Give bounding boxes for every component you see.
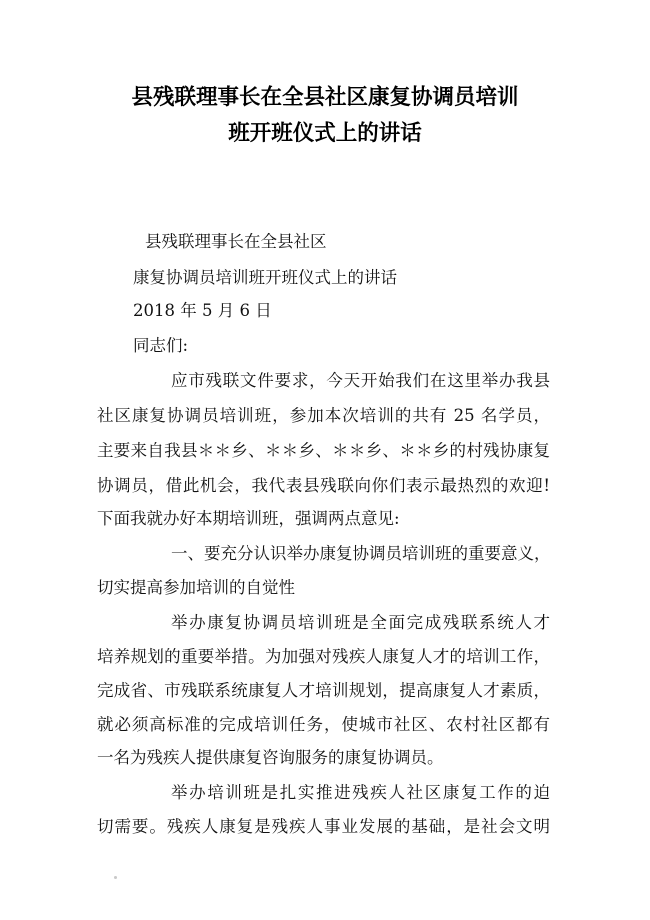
section-heading-line-1: 一、要充分认识举办康复协调员培训班的重要意义， [171,544,551,563]
paragraph-4-line-1: 举办培训班是扎实推进残疾人社区康复工作的迫 [171,783,550,802]
paragraph-1-line-5: 下面我就办好本期培训班，强调两点意见: [97,509,400,528]
paragraph-1-line-1: 应市残联文件要求，今天开始我们在这里举办我县 [171,371,550,390]
paragraph-3-line-5: 一名为残疾人提供康复咨询服务的康复协调员。 [97,748,444,767]
speech-header-line-1: 县残联理事长在全县社区 [145,232,327,251]
speech-header-line-2: 康复协调员培训班开班仪式上的讲话 [133,268,397,287]
paragraph-4-line-2: 切需要。残疾人康复是残疾人事业发展的基础，是社会文明 [97,817,550,836]
salutation: 同志们: [133,336,189,355]
section-heading-line-2: 切实提高参加培训的自觉性 [97,578,295,597]
paragraph-3-line-1: 举办康复协调员培训班是全面完成残联系统人才 [171,613,550,632]
paragraph-3-line-2: 培养规划的重要举措。为加强对残疾人康复人才的培训工作， [97,647,550,666]
paragraph-1-line-2: 社区康复协调员培训班，参加本次培训的共有 25 名学员， [97,406,550,425]
speech-date: 2018 年 5 月 6 日 [133,301,272,320]
document-title-line-1: 县残联理事长在全县社区康复协调员培训 [131,85,519,110]
paragraph-3-line-4: 就必须高标准的完成培训任务，使城市社区、农村社区都有 [97,715,550,734]
scan-speck [114,876,117,879]
document-title-line-2: 班开班仪式上的讲话 [228,121,422,146]
paragraph-1-line-3: 主要来自我县＊＊乡、＊＊乡、＊＊乡、＊＊乡的村残协康复 [97,441,550,460]
paragraph-1-line-4: 协调员，借此机会，我代表县残联向你们表示最热烈的欢迎! [97,476,550,495]
paragraph-3-line-3: 完成省、市残联系统康复人才培训规划，提高康复人才素质， [97,681,550,700]
